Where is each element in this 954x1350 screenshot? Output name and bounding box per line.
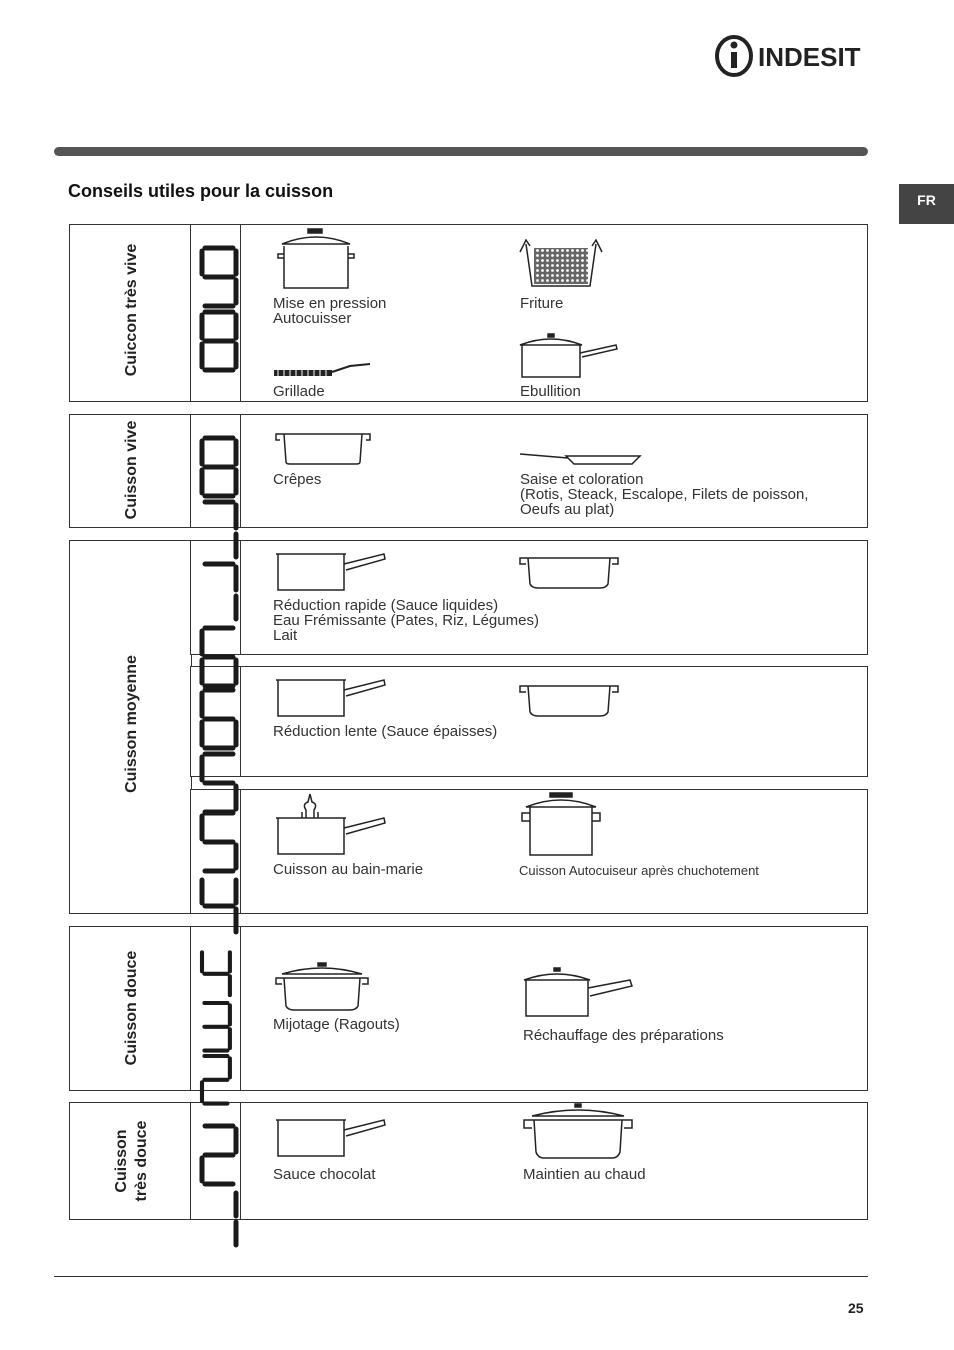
language-tab: FR: [899, 184, 954, 224]
page-title: Conseils utiles pour la cuisson: [68, 181, 334, 201]
lidded-casserole-icon: [276, 962, 368, 1014]
casserole-icon: [520, 680, 618, 720]
section-label-cell: [69, 414, 192, 528]
digit-9: [198, 244, 234, 300]
digit-4: [198, 873, 234, 929]
lidded-wide-pot-icon: [524, 1102, 636, 1162]
header-rule: [54, 147, 868, 156]
digit-8: [198, 434, 234, 490]
digit-7: [198, 560, 234, 616]
caption-mijotage: Mijotage (Ragouts): [273, 1016, 400, 1033]
section-label: Cuiccon très vive: [123, 243, 140, 377]
section-label: Cuisson douce: [123, 950, 140, 1066]
caption-maintien: Maintien au chaud: [523, 1166, 646, 1183]
caption-grillade: Grillade: [273, 383, 325, 400]
digit-4: [198, 946, 234, 1002]
caption-rechauffage: Réchauffage des préparations: [523, 1027, 724, 1044]
digit-2: [198, 1122, 234, 1178]
section-label-cell: [69, 224, 192, 402]
saucepan-icon: [276, 550, 388, 594]
page-number: 25: [848, 1300, 864, 1316]
caption-reduction-rapide: Réduction rapide (Sauce liquides) Eau Frémissante (Pates, Riz, Légumes) Lait: [273, 597, 539, 644]
caption-saisie: Saise et coloration (Rotis, Steack, Escalope, Filets de poisson, Oeufs au plat): [520, 471, 809, 518]
indesit-logo: [714, 34, 874, 78]
grill-pan-icon: [274, 362, 374, 378]
digit-2: [198, 1052, 234, 1108]
bain-marie-icon: [276, 792, 388, 858]
section-label: Cuisson vive: [123, 420, 140, 520]
stockpot-icon: [276, 228, 356, 292]
caption-autocuiseur-apres: Cuisson Autocuiseur après chuchotement: [519, 863, 759, 878]
digit-5: [198, 809, 234, 865]
digit-8: [198, 308, 234, 364]
frying-pan-icon: [520, 448, 642, 468]
casserole-icon: [520, 552, 618, 592]
section-label: Cuisson très douce: [113, 1120, 150, 1202]
digit-5: [198, 750, 234, 806]
caption-reduction-lente: Réduction lente (Sauce épaisses): [273, 723, 498, 740]
digit-6: [198, 686, 234, 742]
brand-text: INDESIT: [758, 42, 861, 72]
footer-rule: [54, 1276, 868, 1277]
caption-friture: Friture: [520, 295, 564, 312]
digit-7: [198, 498, 234, 554]
caption-ebullition: Ebullition: [520, 383, 581, 400]
digit-6: [198, 624, 234, 680]
pressure-cooker-icon: [520, 791, 604, 859]
caption-bain-marie: Cuisson au bain-marie: [273, 861, 424, 878]
digit-3: [198, 999, 234, 1055]
lidded-saucepan-icon: [524, 966, 636, 1020]
section-label-cell: [69, 540, 192, 914]
shallow-pot-icon: [276, 428, 372, 468]
saucepan-icon: [276, 1116, 388, 1160]
fryer-basket-icon: [520, 238, 602, 290]
section-label-cell: [69, 1102, 192, 1220]
caption-crepes: Crêpes: [273, 471, 322, 488]
digit-1: [198, 1186, 234, 1242]
caption-autocuisser: Mise en pression Autocuisser: [273, 295, 387, 327]
section-label-cell: [69, 926, 192, 1091]
caption-sauce-chocolat: Sauce chocolat: [273, 1166, 376, 1183]
saucepan-lid-icon: [520, 333, 618, 381]
section-label: Cuisson moyenne: [123, 655, 140, 793]
saucepan-icon: [276, 676, 388, 720]
